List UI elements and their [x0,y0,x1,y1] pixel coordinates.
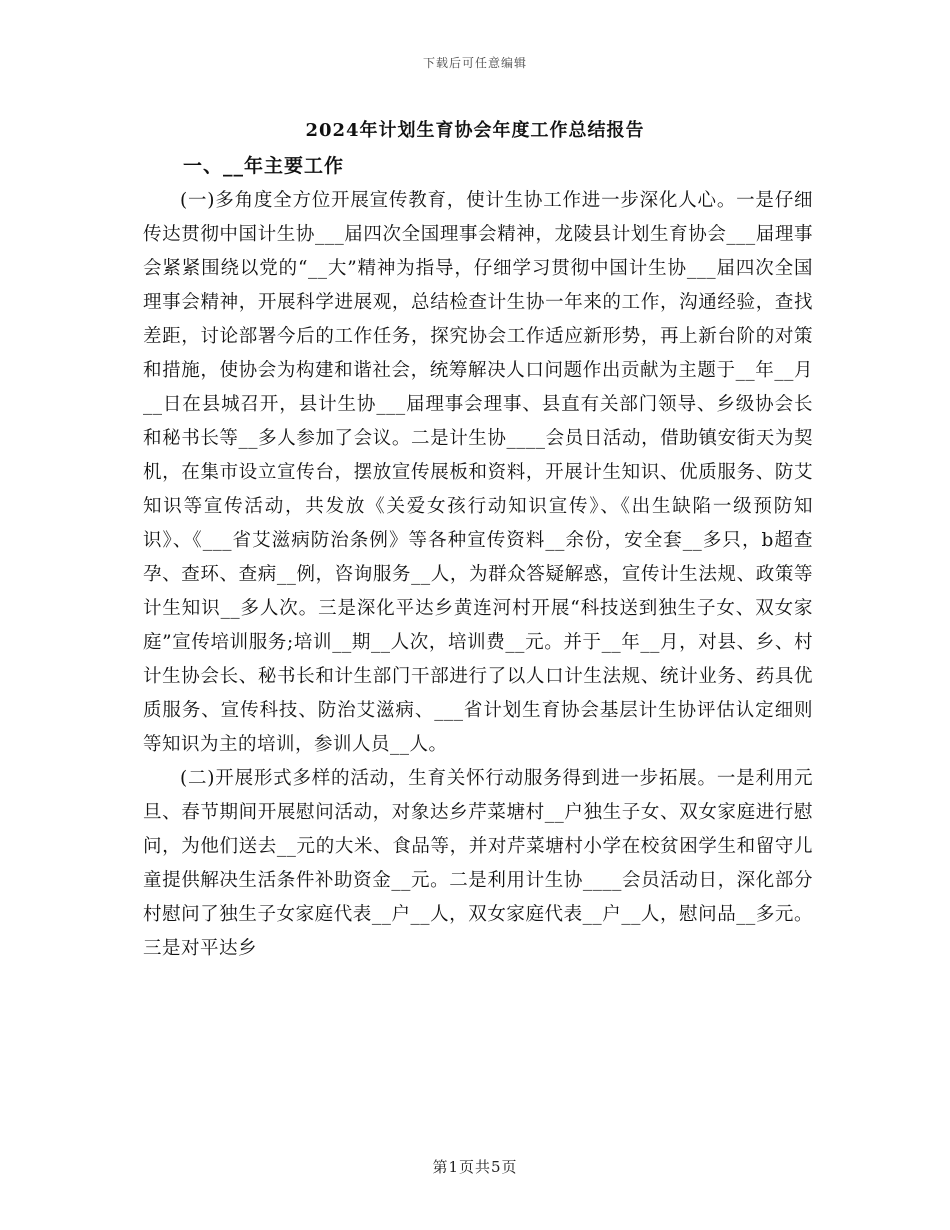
document-body [143,184,813,966]
paragraph-2: (二)开展形式多样的活动，生育关怀行动服务得到进一步拓展。一是利用元旦、春节期间开展慰问活动，对象达乡芹菜塘村__户独生子女、双女家庭进行慰问，为他们送去__元的大米、食品等，并对芹菜塘村小学在校贫困学生和留守儿童提供解决生活条件补助资金__元。二是利用计生协____会员活动日，深化部分村慰问了独生子女家庭代表__户__人，双女家庭代表__户__人，慰问品__多元。三是对平达乡 [143,768,813,959]
document-title: 2024年计划生育协会年度工作总结报告 [305,120,645,141]
page-number: 第1页共5页 [432,1158,518,1176]
header-note: 下载后可任意编辑 [422,56,527,70]
paragraph-1: (一)多角度全方位开展宣传教育，使计生协工作进一步深化人心。一是仔细传达贯彻中国计生协___届四次全国理事会精神，龙陵县计划生育协会___届理事会紧紧围绕以党的“__大”精神为指导，仔细学习贯彻中国计生协___届四次全国理事会精神，开展科学进展观，总结检查计生协一年来的工作，沟通经验，查找差距，讨论部署今后的工作任务，探究协会工作适应新形势，再上新台阶的对策和措施，使协会为构建和谐社会，统筹解决人口问题作出贡献为主题于__年__月__日在县城召开，县计生协___届理事会理事、县直有关部门领导、乡级协会长和秘书长等__多人参加了会议。二是计生协____会员日活动，借助镇安街天为契机，在集市设立宣传台，摆放宣传展板和资料，开展计生知识、优质服务、防艾知识等宣传活动，共发放《关爱女孩行动知识宣传》、《出生缺陷一级预防知识》、《___省艾滋病防治条例》等各种宣传资料__余份，安全套__多只，b超查孕、查环、查病__例，咨询服务__人，为群众答疑解惑，宣传计生法规、政策等计生知识__多人次。三是深化平达乡黄连河村开展“科技送到独生子女、双女家庭”宣传培训服务;培训__期__人次，培训费__元。并于__年__月，对县、乡、村计生协会长、秘书长和计生部门干部进行了以人口计生法规、统计业务、药具优质服务、宣传科技、防治艾滋病、___省计划生育协会基层计生协评估认定细则等知识为主的培训，参训人员__人。 [143,190,813,755]
section-heading: 一、__年主要工作 [183,155,345,177]
